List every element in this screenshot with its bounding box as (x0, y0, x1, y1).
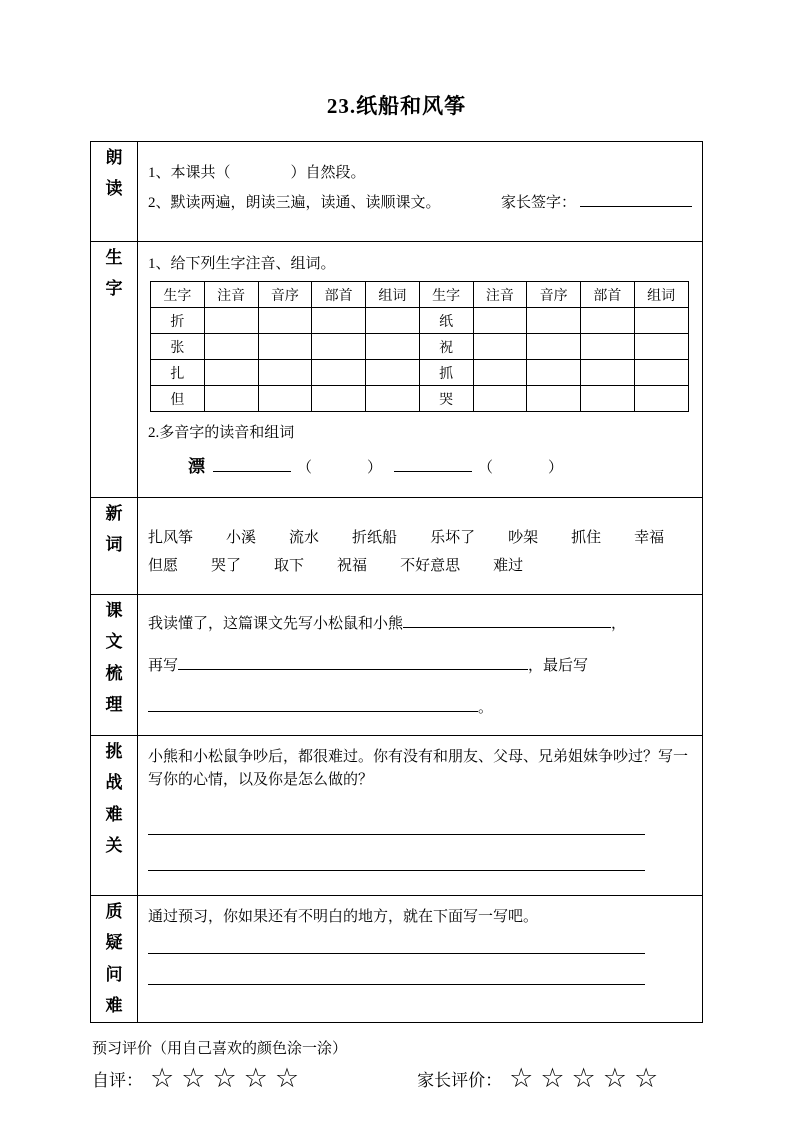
star-icon: ☆ (633, 1062, 659, 1093)
word: 难过 (493, 558, 524, 574)
word: 取下 (274, 558, 305, 574)
star-icon: ☆ (540, 1062, 565, 1093)
section-label-tiaozhan: 挑战难关 (91, 736, 138, 896)
hanzi-cell (312, 386, 366, 412)
hanzi-cell (366, 308, 420, 334)
hanzi-cell (527, 308, 581, 334)
writing-line (148, 984, 645, 985)
fill-blank (178, 656, 528, 670)
word: 流水 (289, 530, 320, 546)
hanzi-cell (581, 360, 635, 386)
pinyin-blank (394, 458, 472, 472)
page-title: 23.纸船和风筝 (326, 94, 467, 118)
shengzi-task2: 2.多音字的读音和组词 (148, 425, 295, 441)
hanzi-cell (634, 360, 688, 386)
hanzi-cell: 扎 (151, 360, 205, 386)
word: 扎风筝 (148, 530, 194, 546)
hanzi-header: 部首 (581, 282, 635, 308)
word: 吵架 (508, 530, 539, 546)
hanzi-cell (634, 308, 688, 334)
multi-sound-line (148, 452, 692, 477)
writing-line (148, 870, 645, 871)
signature-blank (580, 193, 692, 207)
paren-open: （ (478, 460, 494, 476)
hanzi-cell (258, 334, 312, 360)
star-icon: ☆ (274, 1062, 300, 1093)
hanzi-cell (634, 386, 688, 412)
hanzi-cell (473, 308, 527, 334)
section-langdu (91, 142, 703, 242)
writing-line (148, 834, 645, 835)
hanzi-cell (204, 308, 258, 334)
hanzi-cell (312, 360, 366, 386)
self-eval-label: 自评： (92, 1070, 143, 1090)
langdu-content (138, 142, 703, 242)
hanzi-header: 注音 (204, 282, 258, 308)
section-label-zhiyi: 质疑问难 (91, 896, 138, 1023)
hanzi-row (151, 386, 689, 412)
star-icon: ☆ (150, 1062, 175, 1093)
hanzi-cell (204, 360, 258, 386)
section-tiaozhan (91, 736, 703, 896)
hanzi-cell: 但 (151, 386, 205, 412)
worksheet-table (90, 141, 703, 1023)
word: 抓住 (571, 530, 602, 546)
hanzi-cell (581, 334, 635, 360)
evaluation-footer (92, 1037, 793, 1092)
hanzi-cell (366, 360, 420, 386)
shuli-line-1: 我读懂了，这篇课文先写小松鼠和小熊 ， (148, 616, 627, 632)
hanzi-cell (473, 386, 527, 412)
star-icon: ☆ (212, 1062, 237, 1093)
fill-blank (148, 698, 478, 712)
hanzi-table (150, 281, 689, 412)
evaluation-title: 预习评价（用自己喜欢的颜色涂一涂） (92, 1040, 348, 1057)
signature-label: 家长签字： (500, 195, 576, 211)
pinyin-blank (213, 458, 291, 472)
hanzi-header: 注音 (473, 282, 527, 308)
star-icon: ☆ (243, 1062, 268, 1093)
hanzi-cell (204, 334, 258, 360)
paren-open: （ (297, 460, 313, 476)
tiaozhan-prompt: 小熊和小松鼠争吵后，都很难过。你有没有和朋友、父母、兄弟姐妹争吵过？写一写你的心情，以及你是怎么做的？ (148, 749, 689, 788)
hanzi-header: 组词 (366, 282, 420, 308)
paren-close: ） (367, 460, 383, 476)
tiaozhan-content (138, 736, 703, 896)
shengzi-task1: 1、给下列生字注音、组词。 (148, 256, 336, 272)
hanzi-header: 生字 (419, 282, 473, 308)
hanzi-header: 部首 (312, 282, 366, 308)
shengzi-content (138, 242, 703, 498)
hanzi-cell (366, 334, 420, 360)
word-line-2 (148, 552, 692, 580)
section-label-langdu: 朗读 (91, 142, 138, 242)
langdu-line2-text: 2、默读两遍，朗读三遍，读通、读顺课文。 (148, 195, 441, 211)
hanzi-cell (527, 334, 581, 360)
hanzi-cell (258, 386, 312, 412)
hanzi-cell (527, 360, 581, 386)
hanzi-header: 组词 (634, 282, 688, 308)
word: 乐坏了 (430, 530, 476, 546)
hanzi-header-row (151, 282, 689, 308)
hanzi-row (151, 308, 689, 334)
section-label-xinci: 新词 (91, 498, 138, 595)
shuli-content (138, 595, 703, 736)
hanzi-header: 音序 (258, 282, 312, 308)
zhiyi-prompt: 通过预习，你如果还有不明白的地方，就在下面写一写吧。 (148, 909, 539, 925)
self-evaluation (92, 1062, 300, 1093)
word: 但愿 (148, 558, 179, 574)
parent-eval-label: 家长评价： (417, 1070, 503, 1090)
word: 幸福 (634, 530, 665, 546)
hanzi-cell (312, 308, 366, 334)
section-shengzi (91, 242, 703, 498)
word: 不好意思 (400, 558, 461, 574)
parent-evaluation (417, 1062, 659, 1093)
hanzi-cell: 抓 (419, 360, 473, 386)
star-icon: ☆ (509, 1062, 534, 1093)
hanzi-row (151, 360, 689, 386)
hanzi-cell (473, 334, 527, 360)
word: 折纸船 (352, 530, 398, 546)
hanzi-cell (366, 386, 420, 412)
hanzi-cell (473, 360, 527, 386)
star-icon: ☆ (181, 1062, 206, 1093)
zhiyi-content (138, 896, 703, 1023)
hanzi-cell: 折 (151, 308, 205, 334)
parent-signature (501, 188, 692, 218)
star-icon: ☆ (571, 1062, 596, 1093)
hanzi-cell (258, 360, 312, 386)
word: 小溪 (226, 530, 257, 546)
hanzi-cell (204, 386, 258, 412)
hanzi-header: 生字 (151, 282, 205, 308)
hanzi-cell: 张 (151, 334, 205, 360)
multi-sound-char: 漂 (188, 457, 205, 476)
word: 哭了 (211, 558, 242, 574)
section-zhiyi (91, 896, 703, 1023)
hanzi-cell (634, 334, 688, 360)
hanzi-header: 音序 (527, 282, 581, 308)
shuli-line-3: 。 (148, 687, 692, 729)
paren-close: ） (548, 460, 564, 476)
stars-row (92, 1062, 793, 1093)
hanzi-cell: 纸 (419, 308, 473, 334)
hanzi-cell (312, 334, 366, 360)
hanzi-cell (581, 386, 635, 412)
section-label-shengzi: 生字 (91, 242, 138, 498)
xinci-content (138, 498, 703, 595)
hanzi-cell: 祝 (419, 334, 473, 360)
fill-blank (403, 614, 611, 628)
word: 祝福 (337, 558, 368, 574)
hanzi-cell: 哭 (419, 386, 473, 412)
hanzi-cell (258, 308, 312, 334)
hanzi-cell (581, 308, 635, 334)
section-shuli (91, 595, 703, 736)
langdu-line1: 1、本课共（ ）自然段。 (148, 165, 366, 181)
section-xinci (91, 498, 703, 595)
star-icon: ☆ (602, 1062, 627, 1093)
writing-line (148, 953, 645, 954)
hanzi-row (151, 334, 689, 360)
section-label-shuli: 课文梳理 (91, 595, 138, 736)
langdu-line2 (148, 188, 692, 218)
word-line-1 (148, 524, 692, 552)
hanzi-cell (527, 386, 581, 412)
shuli-line-2: 再写 ，最后写 (148, 658, 589, 674)
